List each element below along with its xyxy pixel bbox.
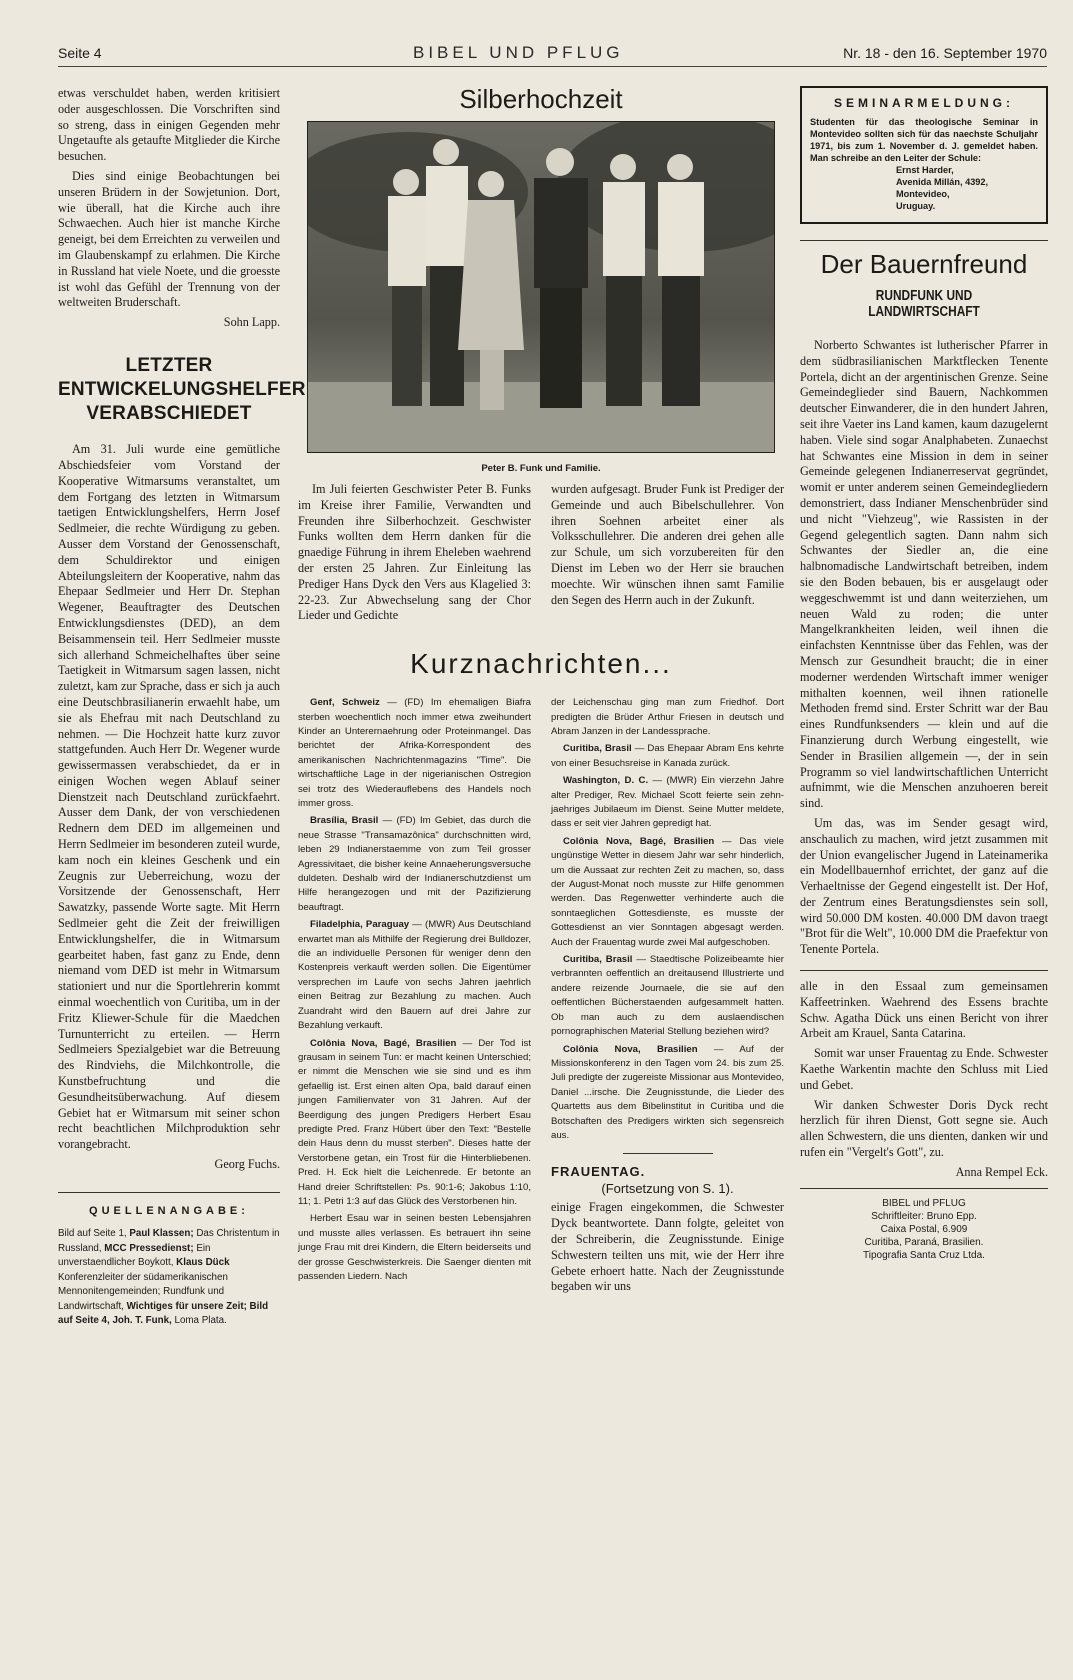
news-item-continued: Herbert Esau war in seinen besten Lebensjahren und musste alles verlassen. Es betrauert ihn seine junge Frau mit drei Kindern, die Eltern beiderseits und der grosse Geschwisterkreis. Die Saenger dienten mit passenden Liedern. Nach — [298, 1213, 531, 1283]
news-place: Colônia Nova, Bagé, Brasilien — [563, 835, 715, 847]
frauentag-signature: Anna Rempel Eck. — [955, 1164, 1048, 1179]
bauernfreund-subtitle: RUNDFUNK UND LANDWIRTSCHAFT — [868, 288, 980, 320]
intro-signature: Sohn Lapp. — [223, 315, 280, 330]
bauernfreund-rule — [800, 970, 1048, 971]
masthead: BIBEL UND PFLUG — [413, 43, 624, 62]
news-place: Colônia Nova, Brasilien — [563, 1043, 698, 1055]
sources-lead: Bild auf Seite 1, — [58, 1228, 130, 1240]
news-place: Brasília, Brasil — [310, 815, 379, 827]
frauentag-title: FRAUENTAG. — [551, 1164, 646, 1180]
frauentag-text: einige Fragen eingekommen, die Schwester Dyck beantwortete. Dann folgte, geleitet von der Schreiberin, die Zeugnisstunde. Einige Schwestern teilten uns mit, wie der Herr ihre Gebete erhoert hatte. Nach der Zeugnisstunde begaben wir uns — [551, 1200, 784, 1294]
family-photo-illustration — [308, 122, 774, 452]
column-right — [800, 86, 1048, 1262]
news-text: — Staedtische Polizeibeamte hier verbrannten oeffentlich an dreitausend Illustrierte und andere reizende Journaele, die sie auf den oeffentlichen Bücherstaenden aufgesammelt hatten. Ob man auch zu dem auslaendischen pornographischen Material Stellung beziehen wird? — [551, 954, 784, 1038]
bauernfreund-title: Der Bauernfreund — [800, 240, 1048, 280]
news-item — [298, 1037, 531, 1210]
silberhochzeit-right: wurden aufgesagt. Bruder Funk ist Prediger der Gemeinde und auch Bibelschullehrer. Von ihren Soehnen arbeitet einer als Volksschullehrer. Die anderen drei gehen alle zur Schule, um sich vorzubereiten für den Dienst im Leben wo der Herr sie brauchen moechte. Wir wünschen ihnen samt Familie den Segen des Herrn auch in der Zukunft. — [551, 482, 784, 607]
news-item — [551, 774, 784, 832]
silberhochzeit-text — [298, 482, 784, 628]
news-item — [551, 1043, 784, 1144]
sources-bold-1: Paul Klassen; — [129, 1228, 197, 1240]
news-place: Curitiba, Brasil — [563, 743, 632, 755]
sources-text-3: Konferenzleiter der südamerikanischen Mennonitengemeinden; Rundfunk und Landwirtschaft, — [58, 1271, 228, 1312]
news-text: — (FD) Im Gebiet, das durch die neue Strasse "Transamazônica" durchschnitten wird, leben 29 Indianerstaemme von zum Teil grosser Agressivitaet, die bisher keine Annaeherungsversuche duldeten. Deshalb wird der Indianerschutzdienst um Hilfe herangezogen und mit der Pazifizierung beauftragt. — [298, 815, 531, 913]
page-number: Seite 4 — [58, 45, 102, 61]
imprint-line-4: Curitiba, Paraná, Brasilien. — [864, 1236, 984, 1248]
frauentag-continued-3: Wir danken Schwester Doris Dyck recht herzlich für ihren Dienst, Gott segne sie. Auch allen Schwestern, die uns dienten, danken wir und rufen ein "Vergelt's Gott", zu. — [800, 1097, 1048, 1160]
seminar-city: Montevideo, — [896, 189, 950, 199]
seminar-text: Studenten für das theologische Seminar in Montevideo sollten sich für das naechste Schuljahr 1971, bis zum 1. November d. J. gemeldet haben. Man schreibe an den Leiter der Schule: — [810, 117, 1038, 163]
frauentag-subtitle: (Fortsetzung von S. 1). — [601, 1181, 734, 1197]
news-place: Colônia Nova, Bagé, Brasilien — [310, 1037, 457, 1049]
article-signature: Georg Fuchs. — [214, 1157, 280, 1172]
seminar-box — [800, 86, 1048, 224]
seminar-street: Avenida Millán, 4392, — [896, 177, 989, 187]
news-text: — (FD) Im ehemaligen Biafra sterben woechentlich noch immer etwa zweihundert Kinder an Unterernaehrung oder Proteinmangel. Das berichtet der Afrika-Korrespondent des amerikanischen Nachrichtenmagazins "Time". Die wirtschaftliche Lage in der nigerianischen Ostregion sei trotz des Wiederauflebens des Handels noch immer gross. — [298, 697, 531, 810]
seminar-title: SEMINARMELDUNG: — [834, 96, 1014, 110]
news-place: Genf, Schweiz — [310, 697, 380, 709]
sources-title: QUELLENANGABE: — [89, 1205, 249, 1218]
imprint-line-2: Schriftleiter: Bruno Epp. — [871, 1210, 977, 1222]
news-text: — Das viele ungünstige Wetter in diesem Jahr war sehr hinderlich, um die Aussaat zur rechten Zeit zu machen, so, dass der August-Monat noch musste zur Hilfe genommen werden. Das Regenwetter verhinderte auch die sonntaeglichen Gottesdienste, es musste der Gottesdienst an vier Sonntagen abgesagt werden. Auch der Frauentag wurde zwei Mal aufgeschoben. — [551, 835, 784, 948]
imprint-line-1: BIBEL und PFLUG — [882, 1197, 966, 1209]
kurznachrichten-title: Kurznachrichten... — [410, 648, 672, 680]
news-item — [298, 918, 531, 1033]
seminar-name: Ernst Harder, — [896, 165, 954, 175]
page-header — [58, 45, 1047, 67]
headline-line-3: VERABSCHIEDET — [86, 403, 252, 425]
article-headline — [58, 354, 306, 426]
news-item — [551, 953, 784, 1039]
headline-line-1: LETZTER — [125, 355, 213, 377]
news-text: — Auf der Missionskonferenz in den Tagen vom 24. bis zum 25. Juli predigte der zugereiste Missionar aus Montevideo, Daniel ...irsche. Die Zeugnisstunde, die Lieder des Quartetts aus dem Bibelinstitut in Curitiba und die Botschaften des Predigers wirkten sich segensreich aus. — [551, 1043, 784, 1141]
column-center — [298, 80, 784, 1299]
frauentag-continued-2: Somit war unser Frauentag zu Ende. Schwester Kaethe Warkentin machte den Schluss mit Lied und Gebet. — [800, 1046, 1048, 1092]
bauernfreund-paragraph-1: Norberto Schwantes ist lutherischer Pfarrer in dem südbrasilianischen Marktflecken Tenente Portela, dicht an der argentinischen Grenze. Seine Gemeindeglieder sind Bauern, Nachkommen deutscher Einwanderer, die in den hundert Jahren, seit ihre Vaeter ins Land kamen, kaum dazugelernt haben. Viele sind sogar Analphabeten. Zunaechst hat Schwantes eine Mission in dem in seiner Gemeinde gelegenen Indianerreservat gegründet, womit er unter anderem seinen Gemeindegliedern demonstriert, dass Indianer Menschenbrüder sind und nicht "Viehzeug", wie Rassisten in der Gegend gelegentlich sagten. Dann nahm sich Schwantes der Siedler an, die eine halbnomadische Landwirtschaft betreiben, indem sie den Boden bebauen, bis er ausgelaugt oder weggeschwemmt ist und dann weiterziehen, um neuen Wald zu roden; die unter Mangelkrankheiten leiden, weil ihnen die einfachsten Kenntnisse über das Fehlen, was der Mensch zur Gesundheit braucht; die in einer moderner werdenden Wirtschaft immer weniger mithalten koennen, weil ihnen rationelle Methoden fremd sind. Erster Schritt war der Bau eines Rundfunksenders — klein und auf die Finanzierung durch Werbung eingestellt, wie Sender in Brasilien allgemein —, der in sein Programm so viel landwirtschaftlichen Unterricht aufnimmt, wie die Menschen anzuhoeren bereit sind. — [800, 338, 1048, 811]
news-place: Curitiba, Brasil — [563, 954, 633, 966]
imprint-line-3: Caixa Postal, 6.909 — [880, 1223, 968, 1235]
header-rule — [58, 66, 1047, 67]
article-body: Am 31. Juli wurde eine gemütliche Abschiedsfeier vom Vorstand der Kooperative Witmarsums veranstaltet, um dem Fortgang des letzten in Witmarsum taetigen Entwicklungshelfers, Herrn Josef Sedlmeier, die rechte Würdigung zu geben. Ausser dem Vorstand der Genossenschaft, dem Schuldirektor und einigen Abteilungsleitern der Kooperative, nahm das Ehepaar Sedlmeier und Herr Dr. Stephan Wegener, Beauftragter des Deutschen Entwicklungsdienstes (DED), an dem Beisammensein teil. Herr Sedlmeier musste sich allerhand Schmeichelhaftes über seine Taetigkeit in Witmarsum sagen lassen, nicht zuletzt, kam zur Sprache, dass er sich ja auch eine Deutschbrasilianerin erwaehlt habe, um sie als Ehefrau mit nach Deutschland zu nehmen. — Die Hochzeit hatte kurz zuvor stattgefunden. Auch Herr Dr. Wegener wurde gewissermassen verabschiedet, da er in einigen Wochen wegen Ablauf seiner Dienstzeit nach Deutschland zurückfaehrt. Ausser dem Dank, der von verschiedenen Rednern dem DED im allgemeinen und Herrn Sedlmeier im besonderen zuteil wurde, kam noch ein kleines Geschenk und ein Zeugnis zur Ueberreichung, wozu der Vorsitzende der Genossenschaft, Herr Sawatzky, passende Worte sagte. Mit Herrn Sedlmeier geht die Zeit der freiwilligen Entwicklungshelfer, die in Witmarsum gearbeitet haben, fast ganz zu Ende, denn niemand vom DED ist mehr in Witmarsum stationiert und nur die Sportlehrerin kommt einmal woechentlich von Curitiba, um in der Fritz Kliewer-Schule für die Maedchen Turnunterricht zu erteilen. — Herrn Sedlmeiers Spezialgebiet war die Betreuung des Rindviehs, die Milchkontrolle, die Kunstbefruchtung und die Gesundheitsüberwachung. Auf diesem Gebiet hat er Witmarsum mit seiner schon recht beachtlichen Milchproduktion sehr vorangebracht. — [58, 442, 281, 1152]
family-photo — [307, 121, 775, 453]
sources-text-2: Ein unverstaendlicher Boykott, — [58, 1242, 211, 1269]
sources-text-4: Loma Plata. — [174, 1315, 227, 1327]
news-item — [298, 696, 531, 811]
headline-line-2: ENTWICKELUNGSHELFER — [58, 379, 306, 401]
news-text: — Der Tod ist grausam in seinem Tun: er macht keinen Unterschied; er nimmt die Menschen wie sie sind und es ihm gefaellig ist. Erst einen alten Opa, bald darauf einen jungen Familienvater von 31 Jahren. Auf der Beerdigung des jungen Predigers Herbert Esau predigte Pred. Franz Hübert über den Text: "Bestelle dein Haus denn du musst sterben". Dieses hatte der Verstorbene getan, ein Trost für die Hinterbliebenen. Pred. H. Eck hielt die Leichenrede. Er betonte an Hand dreier Schriftstellen: Ps. 90:1-6; Jakobus 1:10, 11; 1. Petri 1:3 auf das Glück des Verstorbenen hin. — [298, 1037, 531, 1207]
news-place: Filadelphia, Paraguay — [310, 919, 410, 931]
sources-text-1: Das Christentum in Russland, — [58, 1228, 280, 1254]
news-place: Washington, D. C. — [563, 775, 649, 787]
news-text: — Das Ehepaar Abram Ens kehrte von einer Besuchsreise in Kanada zurück. — [551, 743, 784, 769]
sources-rule — [58, 1192, 280, 1193]
column-left — [58, 86, 306, 1329]
news-item — [551, 742, 784, 771]
seminar-country: Uruguay. — [896, 201, 936, 211]
kurz-col-right — [551, 696, 784, 1299]
issue-date: Nr. 18 - den 16. September 1970 — [843, 45, 1047, 61]
silberhochzeit-title: Silberhochzeit — [459, 84, 623, 114]
bauernfreund-paragraph-2: Um das, was im Sender gesagt wird, anschaulich zu machen, wird jetzt zusammen mit der Union evangelischer Jugend in Lateinamerika ein Modellbauernhof errichtet, der ganz auf die Verhaeltnisse der Gegend eingestellt ist. Der Hof, der Zentrum eines Beratungsdienstes sein soll, wird 50.000 DM kosten. 40.000 DM davon traegt "Brot für die Welt", 10.000 DM die Praefektur von Tenente Portela. — [800, 815, 1048, 957]
frauentag-continued-1: alle in den Essaal zum gemeinsamen Kaffeetrinken. Waehrend des Essens brachte Schw. Agatha Dück uns einen Bericht von ihrer Arbeit am Krauel, Santa Catarina. — [800, 979, 1048, 1041]
intro-paragraph-2: Dies sind einige Beobachtungen bei unseren Brüdern in der Sowjetunion. Dort, wie überall, hat die Kirche auch ihre Schwaechen. Auch hier ist manche Kirche geneigt, bei dem Erreichten zu verweilen und im Glaubenskampf zu erlahmen. Die Kirche in Russland hat viele Noete, und die groesste ist wohl das Gefühl der Trennung von der weltweiten Bruderschaft. — [58, 168, 280, 310]
sources-text — [58, 1227, 280, 1329]
silberhochzeit-left: Im Juli feierten Geschwister Peter B. Funks im Kreise ihrer Familie, Verwandten und Freunden ihre Silberhochzeit. Geschwister Funks wollten dem Herrn danken für die gnaedige Führung in ihrem Eheleben waehrend der ersten 25 Jahren. Zur Einleitung las Prediger Hans Dyck den Vers aus Klagelied 3: 22-23. Zur Abwechselung sang der Chor Lieder und Gedichte — [298, 482, 531, 623]
sources-bold-4: Wichtiges für unsere Zeit; Bild auf Seite 4, Joh. T. Funk, — [58, 1300, 269, 1327]
kurznachrichten-body — [298, 696, 784, 1299]
imprint-line-5: Tipografia Santa Cruz Ltda. — [863, 1249, 985, 1261]
news-item-continued: der Leichenschau ging man zum Friedhof. Dort predigten die Brüder Arthur Friesen in deutsch und Abram Janzen in der Landessprache. — [551, 697, 784, 737]
imprint — [800, 1188, 1048, 1262]
sources-bold-2: MCC Pressedienst; — [104, 1242, 197, 1254]
news-item — [551, 835, 784, 950]
news-item — [298, 814, 531, 915]
intro-paragraph-1: etwas verschuldet haben, werden kritisiert oder ausgeschlossen. Die Vorschriften sind so streng, dass in einigen Gegenden mehr Ungetaufte als getaufte Mitglieder die Kirche besuchen. — [58, 86, 280, 164]
photo-caption: Peter B. Funk und Familie. — [481, 463, 601, 474]
sources-bold-3: Klaus Dück — [176, 1257, 230, 1269]
news-text: — (MWR) Aus Deutschland erwartet man als Mithilfe der Regierung drei Bulldozer, die an individuelle Personen für weniger denn den Kostenpreis verkauft werden sollen. Die Eigentümer versprechen im Laufe von sechs Jahren jaehrlich einen Beitrag zur Bezahlung zu machen. Auch Zuandraht wird den Bauern auf drei Jahre zur Bezahlung verkauft. — [298, 919, 531, 1032]
frauentag-rule — [623, 1153, 713, 1154]
news-text: — (MWR) Ein vierzehn Jahre alter Prediger, Rev. Michael Scott feierte sein zehn-jaehriges Jubilaeum im Dienst. Seine Mutter meldete, dass er seit vier Jahren gepredigt hat. — [551, 775, 784, 830]
kurz-col-left — [298, 696, 531, 1299]
